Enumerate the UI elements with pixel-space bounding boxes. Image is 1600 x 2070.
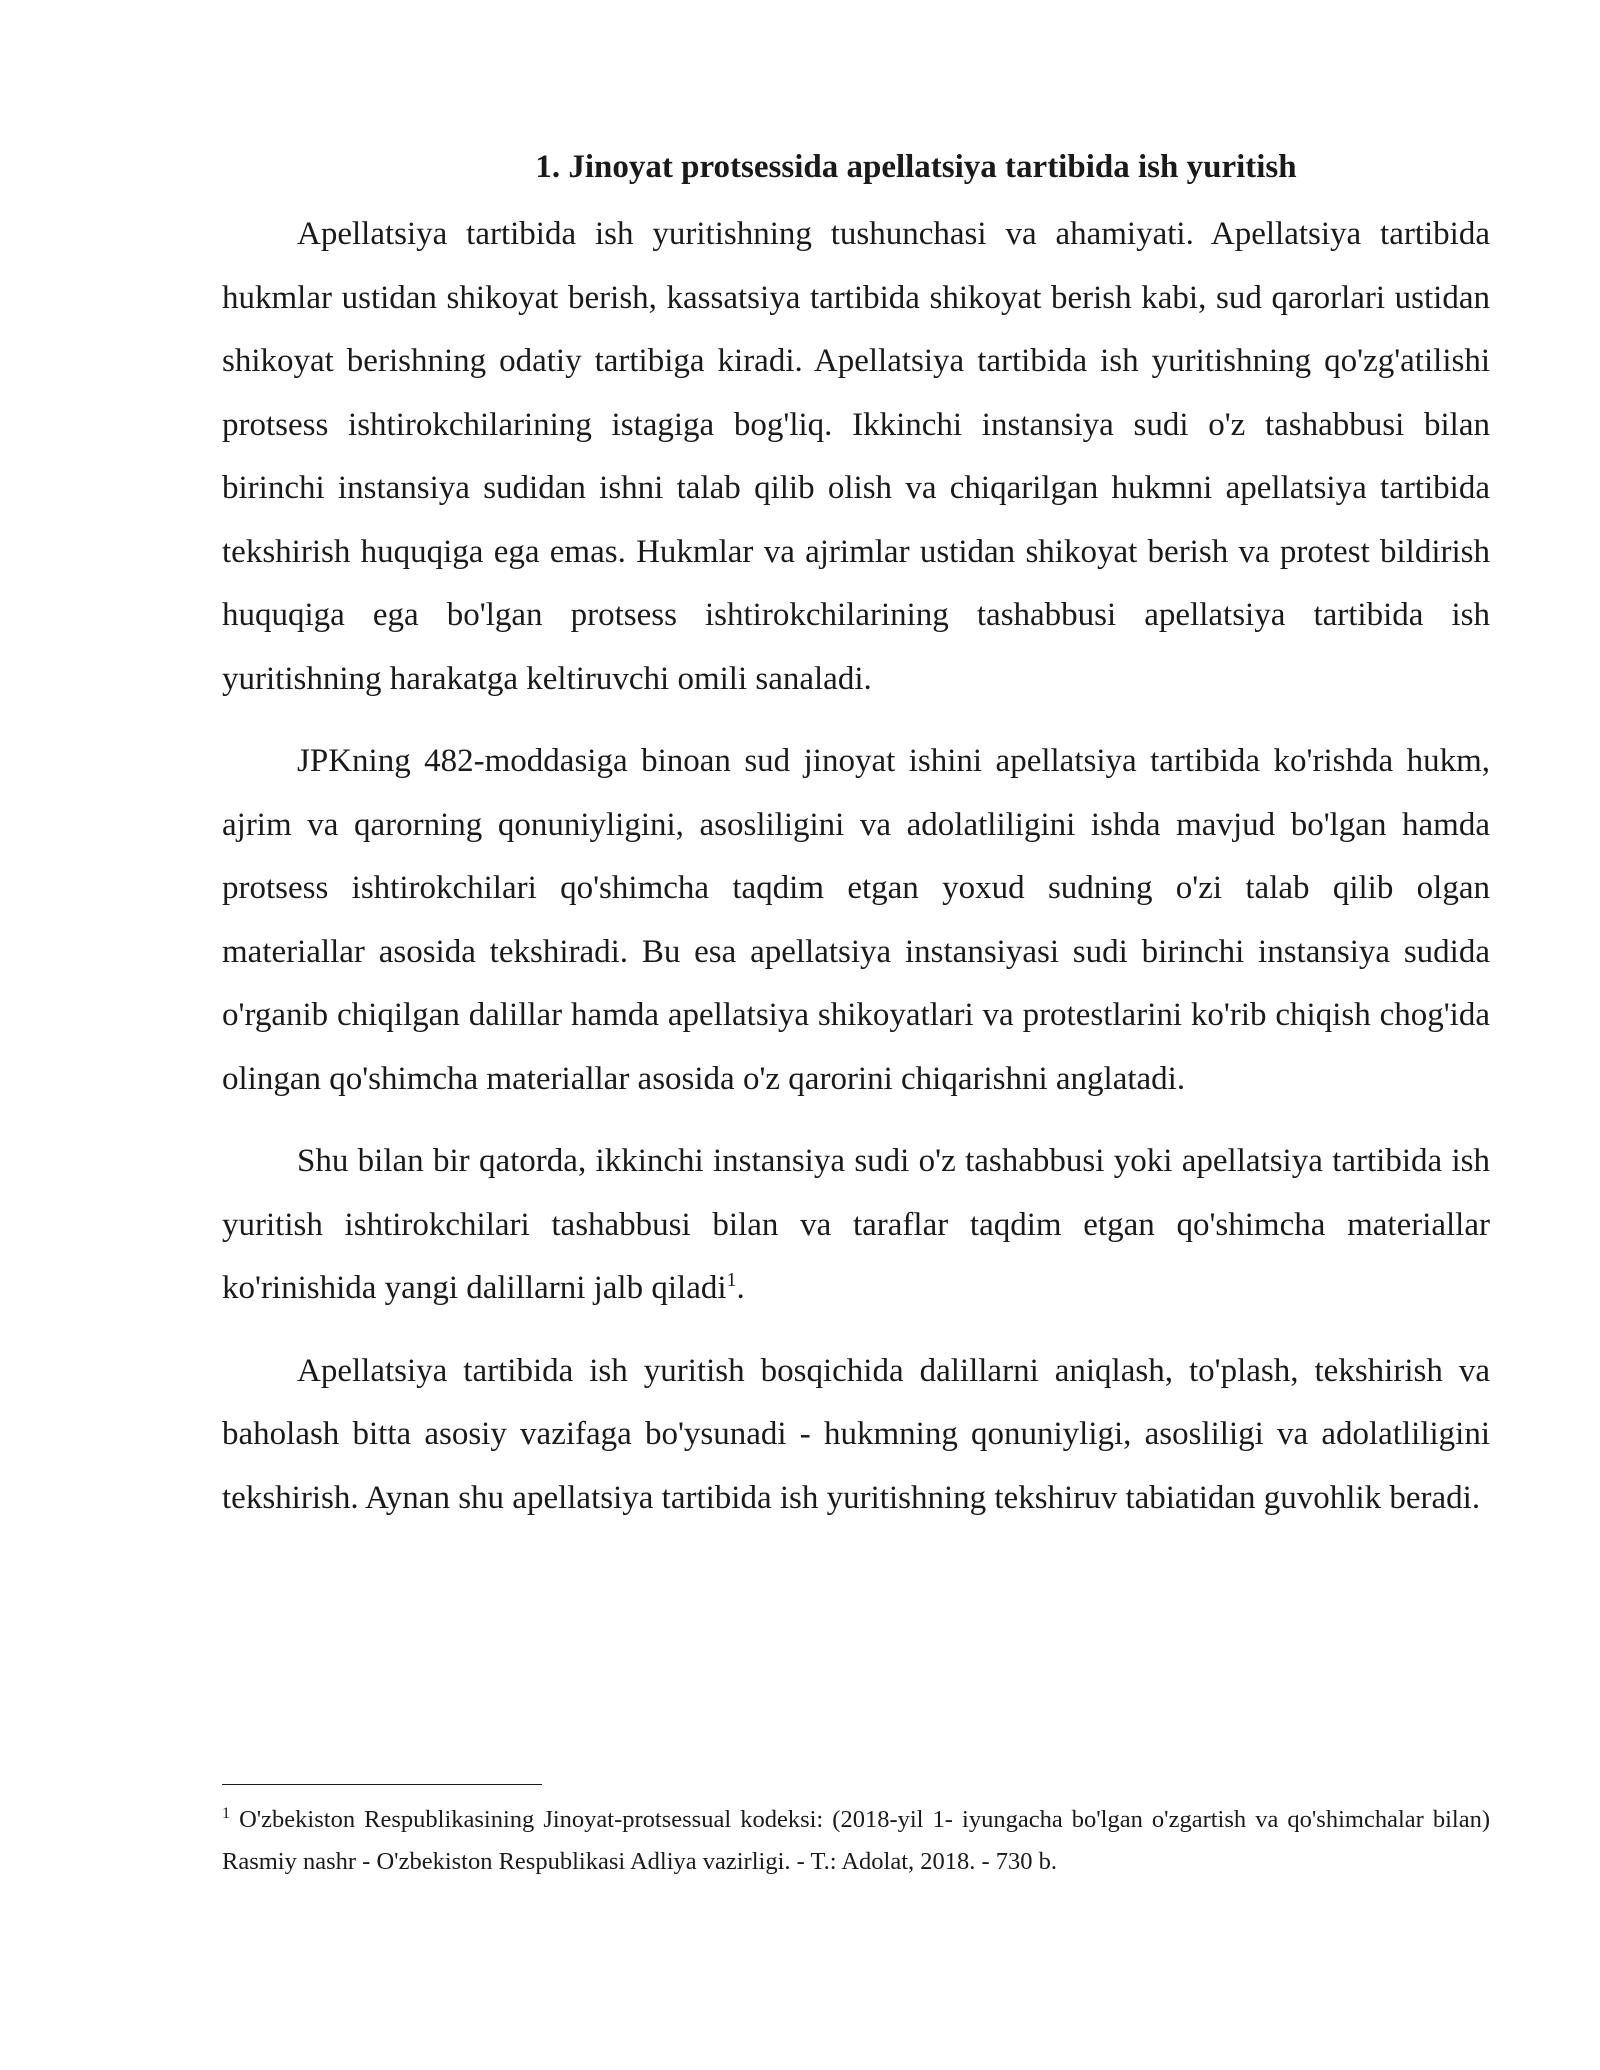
paragraph-3-text: Shu bilan bir qatorda, ikkinchi instansiya sudi o'z tashabbusi yoki apellatsiya tartibida ish yuritish ishtirokchilari tashabbusi bilan va taraflar taqdim etgan qo'shimcha materiallar ko'rinishida yangi dalillarni jalb qiladi bbox=[222, 1143, 1490, 1306]
paragraph-3-tail: . bbox=[736, 1270, 745, 1306]
paragraph-2 bbox=[222, 730, 1490, 1111]
paragraph-2-text: JPKning 482-moddasiga binoan sud jinoyat ishini apellatsiya tartibida ko'rishda hukm, ajrim va qarorning qonuniyligini, asosliligini va adolatliligini ishda mavjud bo'lgan hamda protsess ishtirokchilari qo'shimcha taqdim etgan yoxud sudning o'zi talab qilib olgan materiallar asosida tekshiradi. Bu esa apellatsiya instansiyasi sudi birinchi instansiya sudida o'rganib chiqilgan dalillar hamda apellatsiya shikoyatlari va protestlarini ko'rib chiqish chog'ida olingan qo'shimcha materiallar asosida o'z qarorini chiqarishni anglatadi. bbox=[222, 743, 1490, 1097]
paragraph-1-text: Apellatsiya tartibida ish yuritishning tushunchasi va ahamiyati. Apellatsiya tartibida hukmlar ustidan shikoyat berish, kassatsiya tartibida shikoyat berish kabi, sud qarorlari ustidan shikoyat berishning odatiy tartibiga kiradi. Apellatsiya tartibida ish yuritishning qo'zg'atilishi protsess ishtirokchilarining istagiga bog'liq. Ikkinchi instansiya sudi o'z tashabbusi bilan birinchi instansiya sudidan ishni talab qilib olish va chiqarilgan hukmni apellatsiya tartibida tekshirish huquqiga ega emas. Hukmlar va ajrimlar ustidan shikoyat berish va protest bildirish huquqiga ega bo'lgan protsess ishtirokchilarining tashabbusi apellatsiya tartibida ish yuritishning harakatga keltiruvchi omili sanaladi. bbox=[222, 216, 1490, 697]
paragraph-4 bbox=[222, 1340, 1490, 1531]
paragraph-3 bbox=[222, 1130, 1490, 1321]
footnote-text: O'zbekiston Respublikasining Jinoyat-protsessual kodeksi: (2018-yil 1- iyungacha bo'lgan o'zgartish va qo'shimchalar bilan) Rasmiy nashr - O'zbekiston Respublikasi Adliya vazirligi. - T.: Adolat, 2018. - 730 b. bbox=[222, 1806, 1491, 1875]
footnote-marker: 1 bbox=[222, 1804, 230, 1822]
footnote-reference[interactable]: 1 bbox=[726, 1269, 737, 1291]
document-page bbox=[222, 145, 1490, 1549]
paragraph-4-text: Apellatsiya tartibida ish yuritish bosqichida dalillarni aniqlash, to'plash, tekshirish va baholash bitta asosiy vazifaga bo'ysunadi - hukmning qonuniyligi, asosliligi va adolatliligini tekshirish. Aynan shu apellatsiya tartibida ish yuritishning tekshiruv tabiatidan guvohlik beradi. bbox=[222, 1352, 1490, 1516]
footnote bbox=[222, 1799, 1490, 1883]
section-heading: 1. Jinoyat protsessida apellatsiya tartibida ish yuritish bbox=[535, 149, 1297, 185]
paragraph-1 bbox=[222, 203, 1490, 711]
footnote-separator bbox=[222, 1784, 542, 1785]
